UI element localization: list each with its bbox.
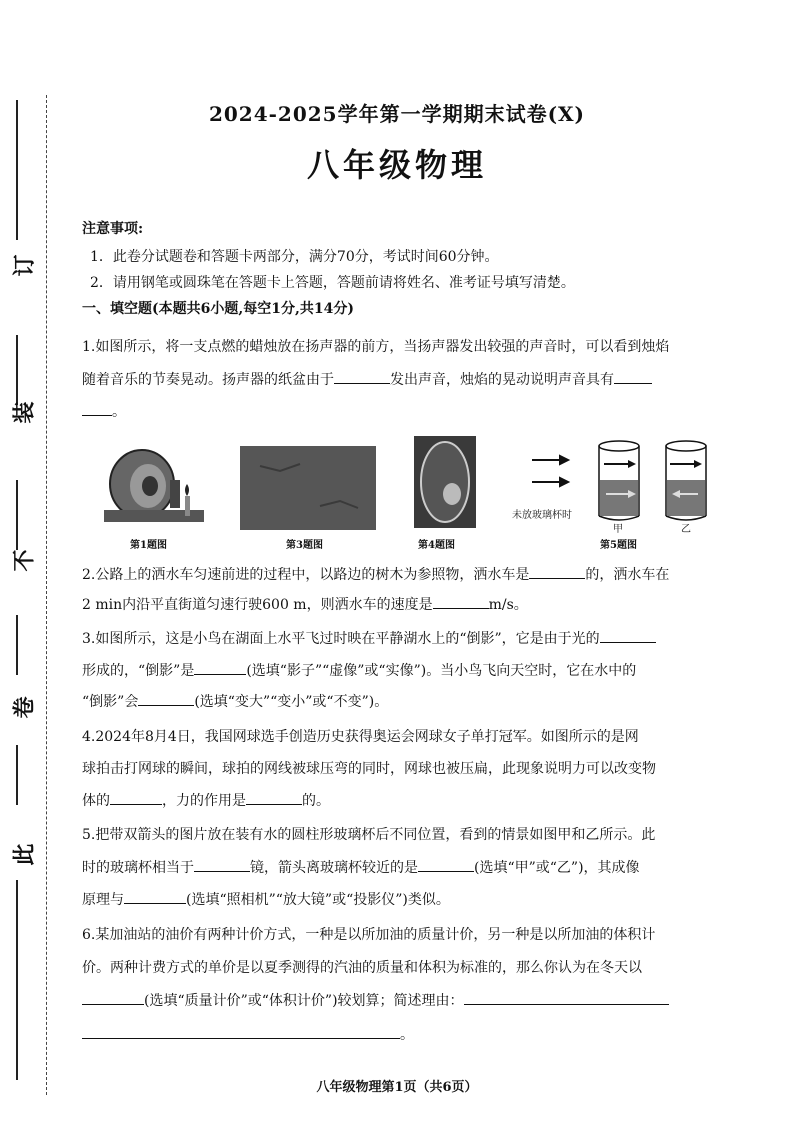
answer-blank[interactable] — [138, 705, 194, 706]
question-4-line: 球拍击打网球的瞬间，球拍的网线被球压弯的同时，网球也被压扁，此现象说明力可以改变物 — [82, 761, 656, 777]
question-5-line — [82, 893, 742, 907]
q4-text: ，力的作用是 — [162, 793, 246, 809]
q5-text: 原理与 — [82, 892, 124, 908]
q3-text: (选填“影子”“虚像”或“实像”)。当小鸟飞向天空时，它在水中的 — [246, 663, 637, 679]
margin-char: 不 — [11, 548, 38, 572]
margin-char: 卷 — [11, 696, 38, 719]
q2-text: 的，洒水车在 — [585, 567, 670, 583]
q2-text: m/s。 — [488, 597, 528, 613]
question-1-line: 1.如图所示，将一支点燃的蜡烛放在扬声器的前方，当扬声器发出较强的声音时，可以看到烛焰 — [82, 339, 670, 355]
margin-char: 此 — [11, 843, 38, 866]
margin-char: 装 — [11, 401, 38, 424]
margin-rule — [16, 880, 18, 1080]
section-heading: 一、填空题(本题共6小题,每空1分,共14分) — [82, 301, 354, 317]
page-footer: 八年级物理第1页（共6页） — [316, 1080, 478, 1095]
answer-blank[interactable] — [194, 674, 246, 675]
note-item: 2．请用钢笔或圆珠笔在答题卡上答题，答题前请将姓名、准考证号填写清楚。 — [90, 275, 575, 291]
answer-blank[interactable] — [82, 1004, 144, 1005]
question-3-line — [82, 664, 742, 678]
q3-text: 形成的，“倒影”是 — [82, 663, 195, 679]
answer-blank[interactable] — [600, 642, 656, 643]
figure-5-label-no-glass: 未放玻璃杯时 — [512, 510, 572, 521]
answer-blank[interactable] — [124, 903, 186, 904]
q4-text: 的。 — [302, 793, 330, 809]
answer-blank[interactable] — [464, 1004, 669, 1005]
q3-text: (选填“变大”“变小”或“不变”)。 — [194, 694, 389, 710]
q3-text: 3.如图所示，这是小鸟在湖面上水平飞过时映在平静湖水上的“倒影”，它是由于光的 — [82, 631, 600, 647]
question-6-line: 价。两种计费方式的单价是以夏季测得的汽油的质量和体积为标准的，那么你认为在冬天以 — [82, 960, 642, 976]
q1-text: 发出声音，烛焰的晃动说明声音具有 — [390, 372, 614, 388]
figure-1-caption: 第1题图 — [130, 540, 167, 551]
question-2-line — [82, 568, 742, 582]
q5-text: (选填“甲”或“乙”)，其成像 — [474, 860, 640, 876]
question-6-line: 6.某加油站的油价有两种计价方式，一种是以所加油的质量计价，另一种是以所加油的体积计 — [82, 927, 656, 943]
answer-blank[interactable] — [334, 383, 390, 384]
q1-text: 。 — [112, 404, 126, 420]
q3-text: “倒影”会 — [82, 694, 139, 710]
q1-text: 随着音乐的节奏晃动。扬声器的纸盆由于 — [82, 372, 334, 388]
question-1-line — [82, 405, 742, 419]
question-4-line — [82, 794, 742, 808]
answer-blank[interactable] — [529, 578, 585, 579]
question-3-line — [82, 632, 742, 646]
margin-char: 订 — [11, 254, 38, 277]
q4-text: 体的 — [82, 793, 110, 809]
subject-title: 八年级物理 — [306, 146, 487, 184]
question-2-line — [82, 598, 742, 612]
binding-margin-text — [8, 250, 38, 870]
answer-blank[interactable] — [433, 608, 489, 609]
binding-dashed-line — [46, 95, 47, 1095]
question-6-line — [82, 1028, 742, 1042]
figure-5-caption: 第5题图 — [600, 540, 637, 551]
answer-blank[interactable] — [82, 415, 112, 416]
q6-text: (选填“质量计价”或“体积计价”)较划算；简述理由： — [144, 993, 464, 1009]
q2-text: 2.公路上的洒水车匀速前进的过程中，以路边的树木为参照物，洒水车是 — [82, 567, 530, 583]
note-item: 1．此卷分试题卷和答题卡两部分，满分70分，考试时间60分钟。 — [90, 249, 499, 265]
answer-blank[interactable] — [110, 804, 162, 805]
q2-text: 2 min内沿平直街道匀速行驶600 m，则洒水车的速度是 — [82, 597, 433, 613]
figure-4-caption: 第4题图 — [418, 540, 455, 551]
q5-text: 镜，箭头离玻璃杯较近的是 — [250, 860, 418, 876]
figure-4-racket-ball — [414, 436, 476, 528]
q6-text: 。 — [400, 1027, 414, 1043]
question-5-line — [82, 861, 742, 875]
answer-blank[interactable] — [194, 871, 250, 872]
question-4-line: 4.2024年8月4日，我国网球选手创造历史获得奥运会网球女子单打冠军。如图所示的是网 — [82, 729, 639, 745]
question-1-line — [82, 373, 742, 387]
figure-3-bird-reflection — [240, 446, 376, 530]
question-6-line — [82, 994, 742, 1008]
question-5-line: 5.把带双箭头的图片放在装有水的圆柱形玻璃杯后不同位置，看到的情景如图甲和乙所示。此 — [82, 827, 656, 843]
figure-3-caption: 第3题图 — [286, 540, 323, 551]
figure-1-speaker-candle — [100, 440, 212, 530]
answer-blank[interactable] — [246, 804, 302, 805]
figure-5-label-yi: 乙 — [681, 524, 691, 535]
notes-heading: 注意事项: — [82, 221, 144, 237]
question-3-line — [82, 695, 742, 709]
answer-blank[interactable] — [82, 1038, 400, 1039]
figure-5-label-jia: 甲 — [613, 524, 623, 535]
answer-blank[interactable] — [418, 871, 474, 872]
q5-text: 时的玻璃杯相当于 — [82, 860, 194, 876]
answer-blank[interactable] — [614, 383, 652, 384]
exam-title: 2024-2025学年第一学期期末试卷(X) — [208, 102, 586, 126]
q5-text: (选填“照相机”“放大镜”或“投影仪”)类似。 — [186, 892, 450, 908]
